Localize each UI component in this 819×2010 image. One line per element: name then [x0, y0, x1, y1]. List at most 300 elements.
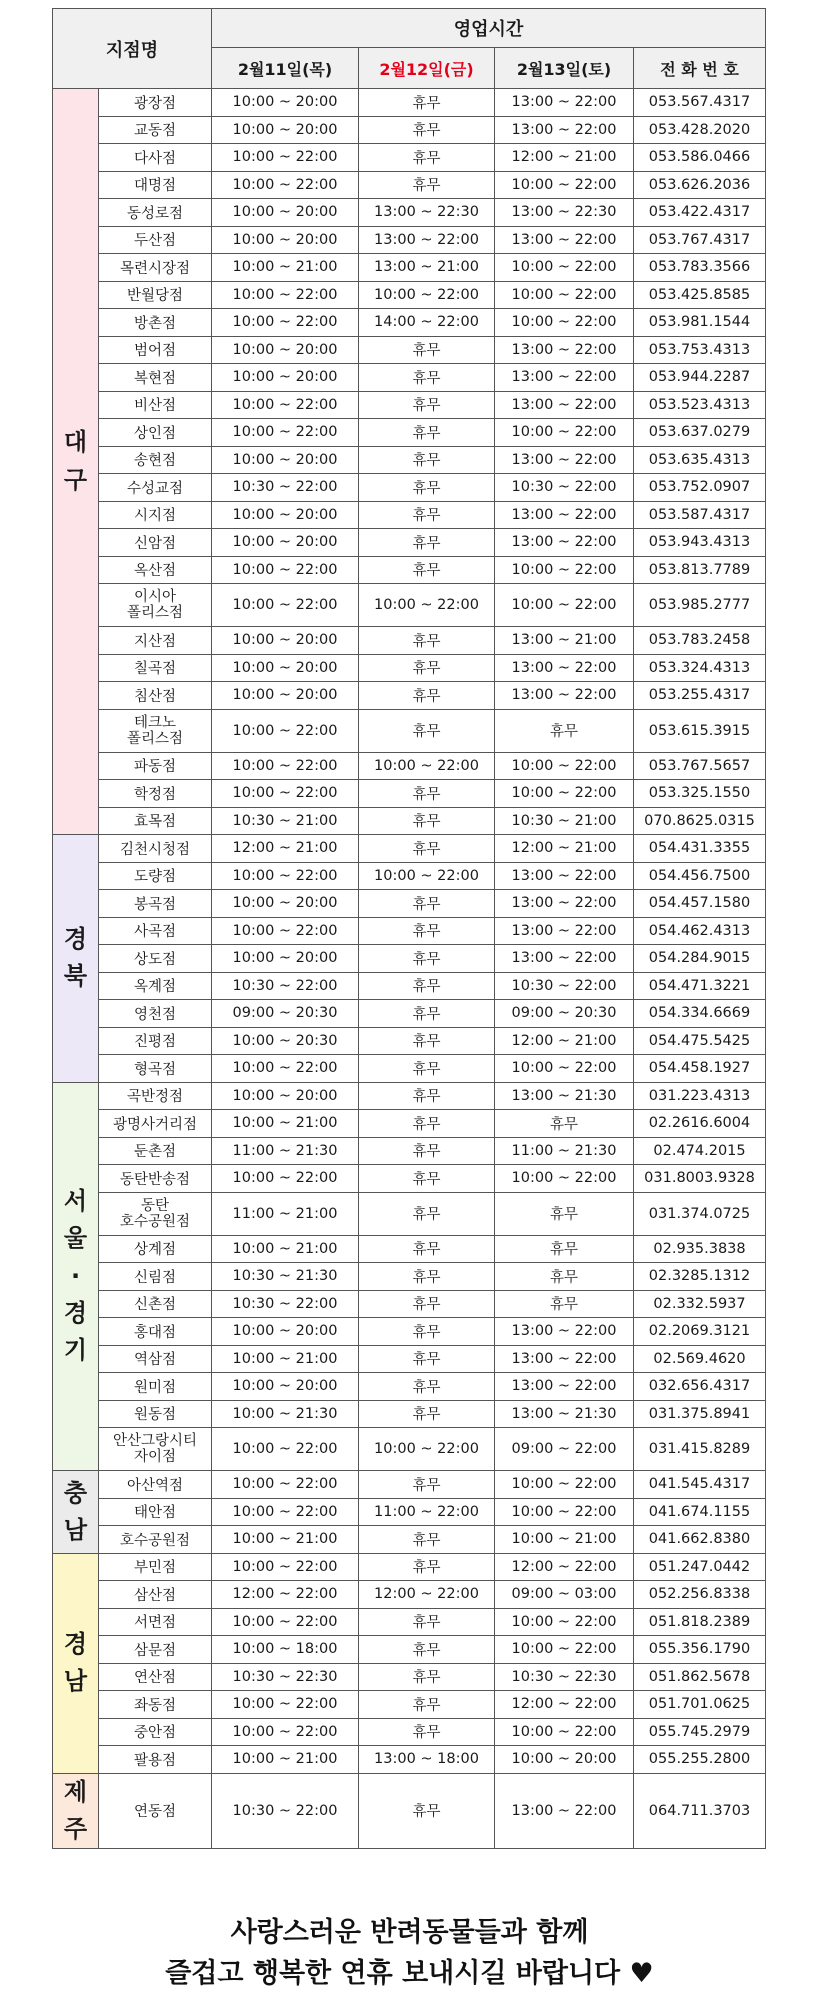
day2-hours-cell: 13:00 ~ 22:30 — [359, 199, 495, 227]
day3-hours-cell: 13:00 ~ 22:00 — [495, 1373, 634, 1401]
day1-hours-cell: 10:30 ~ 22:00 — [212, 1773, 359, 1848]
phone-cell: 053.523.4313 — [634, 391, 766, 419]
day2-hours-cell: 휴무 — [359, 336, 495, 364]
day1-hours-cell: 10:30 ~ 22:00 — [212, 474, 359, 502]
branch-name-cell: 두산점 — [99, 226, 212, 254]
day1-hours-cell: 10:00 ~ 22:00 — [212, 1718, 359, 1746]
day1-hours-cell: 10:00 ~ 20:00 — [212, 945, 359, 973]
table-row — [53, 1746, 766, 1774]
region-label-gyeongnam — [53, 1553, 99, 1773]
phone-cell: 054.334.6669 — [634, 1000, 766, 1028]
day2-hours-cell: 휴무 — [359, 501, 495, 529]
day2-hours-cell: 휴무 — [359, 1000, 495, 1028]
day3-hours-cell: 10:00 ~ 22:00 — [495, 556, 634, 584]
phone-cell: 055.745.2979 — [634, 1718, 766, 1746]
region-char: 제 — [63, 1777, 88, 1806]
branch-name-cell: 신림점 — [99, 1263, 212, 1291]
day3-hours-cell: 13:00 ~ 22:00 — [495, 862, 634, 890]
table-row — [53, 1290, 766, 1318]
phone-cell: 053.325.1550 — [634, 780, 766, 808]
branch-name-cell: 옥산점 — [99, 556, 212, 584]
day2-hours-cell: 10:00 ~ 22:00 — [359, 752, 495, 780]
day3-hours-cell: 10:00 ~ 20:00 — [495, 1746, 634, 1774]
phone-cell: 052.256.8338 — [634, 1581, 766, 1609]
phone-cell: 051.247.0442 — [634, 1553, 766, 1581]
region-char: 남 — [63, 1667, 88, 1695]
day3-hours-cell: 13:00 ~ 22:00 — [495, 1773, 634, 1848]
table-row — [53, 309, 766, 337]
day2-hours-cell: 10:00 ~ 22:00 — [359, 862, 495, 890]
table-row — [53, 391, 766, 419]
branch-name-cell: 팔용점 — [99, 1746, 212, 1774]
day2-hours-cell: 휴무 — [359, 780, 495, 808]
branch-name-cell: 역삼점 — [99, 1345, 212, 1373]
day2-hours-cell: 휴무 — [359, 171, 495, 199]
day2-hours-cell: 휴무 — [359, 890, 495, 918]
day3-hours-cell: 10:00 ~ 22:00 — [495, 584, 634, 627]
phone-cell: 053.985.2777 — [634, 584, 766, 627]
day3-hours-cell: 13:00 ~ 22:00 — [495, 89, 634, 117]
day3-hours-cell: 12:00 ~ 22:00 — [495, 1553, 634, 1581]
region-label-daegu — [53, 89, 99, 835]
footer-line-2-text: 즐겁고 행복한 연휴 보내시길 바랍니다 — [165, 1958, 621, 1989]
table-row — [53, 501, 766, 529]
phone-cell: 031.375.8941 — [634, 1400, 766, 1428]
day1-hours-cell: 10:00 ~ 22:00 — [212, 1608, 359, 1636]
table-row — [53, 890, 766, 918]
table-row — [53, 1137, 766, 1165]
branch-name-cell: 칠곡점 — [99, 654, 212, 682]
region-label-gyeongbuk — [53, 835, 99, 1083]
phone-cell: 053.587.4317 — [634, 501, 766, 529]
phone-cell: 070.8625.0315 — [634, 807, 766, 835]
day1-hours-cell: 10:00 ~ 22:00 — [212, 917, 359, 945]
day3-hours-cell: 13:00 ~ 22:30 — [495, 199, 634, 227]
branch-name-cell: 삼산점 — [99, 1581, 212, 1609]
day2-hours-cell: 12:00 ~ 22:00 — [359, 1581, 495, 1609]
day2-hours-cell: 휴무 — [359, 1526, 495, 1554]
table-row — [53, 1773, 766, 1848]
day2-hours-cell: 휴무 — [359, 1137, 495, 1165]
day2-hours-cell: 휴무 — [359, 945, 495, 973]
branch-name-cell: 태안점 — [99, 1498, 212, 1526]
day2-hours-cell: 13:00 ~ 18:00 — [359, 1746, 495, 1774]
phone-cell: 054.284.9015 — [634, 945, 766, 973]
day2-hours-cell: 휴무 — [359, 1318, 495, 1346]
day2-hours-cell: 휴무 — [359, 391, 495, 419]
day2-hours-cell: 10:00 ~ 22:00 — [359, 1428, 495, 1471]
day1-hours-cell: 10:00 ~ 20:00 — [212, 199, 359, 227]
branch-name-cell: 비산점 — [99, 391, 212, 419]
day1-hours-cell: 10:00 ~ 20:00 — [212, 446, 359, 474]
phone-cell: 051.701.0625 — [634, 1691, 766, 1719]
day2-hours-cell: 휴무 — [359, 917, 495, 945]
day3-hours-cell: 13:00 ~ 22:00 — [495, 1345, 634, 1373]
day3-hours-cell: 10:30 ~ 22:00 — [495, 972, 634, 1000]
region-char: · — [70, 1261, 81, 1290]
day2-hours-cell: 13:00 ~ 22:00 — [359, 226, 495, 254]
day3-hours-cell: 10:30 ~ 22:30 — [495, 1663, 634, 1691]
branch-name-cell: 동성로점 — [99, 199, 212, 227]
region-char: 북 — [63, 962, 88, 991]
branch-name-cell: 봉곡점 — [99, 890, 212, 918]
table-row — [53, 709, 766, 752]
day2-hours-cell: 휴무 — [359, 144, 495, 172]
day1-hours-cell: 10:00 ~ 21:00 — [212, 1110, 359, 1138]
branch-name-line: 동탄 — [141, 1197, 170, 1214]
day1-hours-cell: 10:00 ~ 22:00 — [212, 1471, 359, 1499]
day3-hours-cell: 13:00 ~ 22:00 — [495, 1318, 634, 1346]
branch-name-cell: 대명점 — [99, 171, 212, 199]
table-row — [53, 780, 766, 808]
footer-line-2 — [0, 1953, 819, 1994]
table-row — [53, 1608, 766, 1636]
day3-hours-cell: 10:00 ~ 22:00 — [495, 1165, 634, 1193]
phone-cell: 053.981.1544 — [634, 309, 766, 337]
day3-hours-cell: 13:00 ~ 22:00 — [495, 336, 634, 364]
day2-hours-cell: 휴무 — [359, 1691, 495, 1719]
day2-hours-cell: 휴무 — [359, 1663, 495, 1691]
day2-hours-cell: 휴무 — [359, 807, 495, 835]
day3-hours-cell: 10:30 ~ 21:00 — [495, 807, 634, 835]
day1-hours-cell: 10:00 ~ 22:00 — [212, 752, 359, 780]
day3-hours-cell: 13:00 ~ 21:00 — [495, 627, 634, 655]
branch-name-cell: 효목점 — [99, 807, 212, 835]
day2-hours-cell: 휴무 — [359, 1082, 495, 1110]
day1-hours-cell: 09:00 ~ 20:30 — [212, 1000, 359, 1028]
table-row — [53, 116, 766, 144]
day2-hours-cell: 휴무 — [359, 654, 495, 682]
day2-hours-cell: 휴무 — [359, 1553, 495, 1581]
phone-cell: 031.223.4313 — [634, 1082, 766, 1110]
day2-hours-cell: 휴무 — [359, 1235, 495, 1263]
day2-header: 2월12일(금) — [359, 48, 495, 89]
footer-line-1: 사랑스러운 반려동물들과 함께 — [230, 1917, 589, 1948]
region-char: 기 — [63, 1336, 88, 1365]
phone-cell: 053.783.2458 — [634, 627, 766, 655]
table-row — [53, 556, 766, 584]
table-row — [53, 1055, 766, 1083]
branch-name-cell: 연산점 — [99, 1663, 212, 1691]
store-rows — [53, 89, 766, 1849]
day2-hours-cell: 휴무 — [359, 627, 495, 655]
table-row — [53, 584, 766, 627]
day1-hours-cell: 10:30 ~ 22:00 — [212, 972, 359, 1000]
day1-hours-cell: 10:00 ~ 22:00 — [212, 862, 359, 890]
phone-cell: 031.374.0725 — [634, 1192, 766, 1235]
table-row — [53, 1263, 766, 1291]
day2-hours-cell: 11:00 ~ 22:00 — [359, 1498, 495, 1526]
day3-hours-cell: 휴무 — [495, 709, 634, 752]
table-row — [53, 1636, 766, 1664]
day1-hours-cell: 10:00 ~ 21:00 — [212, 1235, 359, 1263]
day1-hours-cell: 10:00 ~ 20:00 — [212, 627, 359, 655]
day2-hours-cell: 휴무 — [359, 1110, 495, 1138]
branch-name-line: 호수공원점 — [119, 1213, 191, 1230]
day3-hours-cell: 10:00 ~ 21:00 — [495, 1526, 634, 1554]
day2-hours-cell: 14:00 ~ 22:00 — [359, 309, 495, 337]
table-row — [53, 654, 766, 682]
region-char: 경 — [63, 1629, 88, 1658]
branch-name-line: 자이점 — [133, 1449, 177, 1465]
day1-hours-cell: 10:00 ~ 20:00 — [212, 501, 359, 529]
day1-hours-cell: 10:00 ~ 21:00 — [212, 254, 359, 282]
day3-hours-cell: 10:00 ~ 22:00 — [495, 1498, 634, 1526]
phone-cell: 02.3285.1312 — [634, 1263, 766, 1291]
phone-cell: 053.635.4313 — [634, 446, 766, 474]
phone-cell: 051.818.2389 — [634, 1608, 766, 1636]
table-row — [53, 419, 766, 447]
day2-hours-cell: 휴무 — [359, 1263, 495, 1291]
branch-name-cell: 홍대점 — [99, 1318, 212, 1346]
table-row — [53, 627, 766, 655]
phone-cell: 054.456.7500 — [634, 862, 766, 890]
day1-hours-cell: 10:00 ~ 20:00 — [212, 1082, 359, 1110]
day2-hours-cell: 휴무 — [359, 1165, 495, 1193]
day2-hours-cell: 휴무 — [359, 446, 495, 474]
table-row — [53, 1192, 766, 1235]
table-row — [53, 1110, 766, 1138]
day1-hours-cell: 10:00 ~ 20:00 — [212, 364, 359, 392]
region-label-jeju — [53, 1773, 99, 1848]
branch-name-cell: 지산점 — [99, 627, 212, 655]
day1-hours-cell: 10:00 ~ 22:00 — [212, 1428, 359, 1471]
branch-name-line: 이시아 — [133, 589, 177, 605]
branch-name-cell: 삼문점 — [99, 1636, 212, 1664]
business-hours-header: 영업시간 — [212, 9, 766, 48]
table-row — [53, 1691, 766, 1719]
day3-hours-cell: 13:00 ~ 22:00 — [495, 654, 634, 682]
day2-hours-cell: 휴무 — [359, 709, 495, 752]
day2-hours-cell: 휴무 — [359, 682, 495, 710]
phone-cell: 053.324.4313 — [634, 654, 766, 682]
day3-hours-cell: 13:00 ~ 22:00 — [495, 682, 634, 710]
day1-hours-cell: 10:30 ~ 22:00 — [212, 1290, 359, 1318]
phone-cell: 054.457.1580 — [634, 890, 766, 918]
day1-hours-cell: 10:00 ~ 20:00 — [212, 336, 359, 364]
phone-cell: 02.2069.3121 — [634, 1318, 766, 1346]
phone-cell: 041.662.8380 — [634, 1526, 766, 1554]
phone-cell: 031.415.8289 — [634, 1428, 766, 1471]
table-row — [53, 752, 766, 780]
day1-hours-cell: 10:00 ~ 20:00 — [212, 654, 359, 682]
branch-name-cell — [99, 709, 212, 752]
table-row — [53, 1235, 766, 1263]
day3-hours-cell: 09:00 ~ 20:30 — [495, 1000, 634, 1028]
table-row — [53, 682, 766, 710]
day1-hours-cell: 10:00 ~ 22:00 — [212, 1498, 359, 1526]
day3-hours-cell: 13:00 ~ 22:00 — [495, 529, 634, 557]
table-row — [53, 1027, 766, 1055]
table-row — [53, 1400, 766, 1428]
branch-name-cell: 연동점 — [99, 1773, 212, 1848]
branch-name-line: 테크노 — [133, 714, 177, 731]
region-char: 울 — [63, 1224, 88, 1253]
phone-cell: 053.752.0907 — [634, 474, 766, 502]
day1-hours-cell: 10:00 ~ 22:00 — [212, 1055, 359, 1083]
table-row — [53, 1373, 766, 1401]
day3-hours-cell: 13:00 ~ 21:30 — [495, 1400, 634, 1428]
day1-header: 2월11일(목) — [212, 48, 359, 89]
day3-hours-cell: 13:00 ~ 22:00 — [495, 917, 634, 945]
day1-hours-cell: 10:00 ~ 22:00 — [212, 1691, 359, 1719]
phone-cell: 053.813.7789 — [634, 556, 766, 584]
branch-name-cell: 상계점 — [99, 1235, 212, 1263]
branch-name-cell: 동탄반송점 — [99, 1165, 212, 1193]
table-row — [53, 474, 766, 502]
day1-hours-cell: 10:00 ~ 20:00 — [212, 116, 359, 144]
day1-hours-cell: 10:00 ~ 20:00 — [212, 1373, 359, 1401]
phone-cell: 051.862.5678 — [634, 1663, 766, 1691]
day1-hours-cell: 10:00 ~ 20:00 — [212, 529, 359, 557]
branch-name-cell: 서면점 — [99, 1608, 212, 1636]
holiday-hours-table — [52, 8, 766, 1849]
phone-cell: 041.545.4317 — [634, 1471, 766, 1499]
region-char: 경 — [63, 1298, 88, 1327]
day2-hours-cell: 휴무 — [359, 89, 495, 117]
day3-hours-cell: 10:00 ~ 22:00 — [495, 171, 634, 199]
branch-name-line: 폴리스점 — [126, 605, 184, 621]
day1-hours-cell: 10:00 ~ 22:00 — [212, 780, 359, 808]
phone-cell: 064.711.3703 — [634, 1773, 766, 1848]
day2-hours-cell: 휴무 — [359, 116, 495, 144]
table-row — [53, 1428, 766, 1471]
table-row — [53, 1000, 766, 1028]
table-row — [53, 807, 766, 835]
branch-name-cell: 영천점 — [99, 1000, 212, 1028]
day3-hours-cell: 13:00 ~ 22:00 — [495, 226, 634, 254]
day3-hours-cell: 13:00 ~ 21:30 — [495, 1082, 634, 1110]
day1-hours-cell: 10:00 ~ 22:00 — [212, 709, 359, 752]
branch-name-cell: 침산점 — [99, 682, 212, 710]
heart-icon: ♥ — [629, 1958, 654, 1989]
day3-hours-cell: 10:00 ~ 22:00 — [495, 1718, 634, 1746]
branch-name-cell: 시지점 — [99, 501, 212, 529]
branch-name-cell: 학정점 — [99, 780, 212, 808]
phone-cell: 055.255.2800 — [634, 1746, 766, 1774]
phone-header: 전 화 번 호 — [634, 48, 766, 89]
region-char: 서 — [63, 1187, 88, 1216]
day1-hours-cell: 10:00 ~ 18:00 — [212, 1636, 359, 1664]
phone-cell: 02.474.2015 — [634, 1137, 766, 1165]
day1-hours-cell: 10:30 ~ 22:30 — [212, 1663, 359, 1691]
day3-hours-cell: 13:00 ~ 22:00 — [495, 364, 634, 392]
holiday-hours-table-wrapper — [52, 8, 765, 1849]
branch-name-cell: 광장점 — [99, 89, 212, 117]
day2-hours-cell: 휴무 — [359, 1373, 495, 1401]
branch-name-cell: 곡반정점 — [99, 1082, 212, 1110]
phone-cell: 053.767.4317 — [634, 226, 766, 254]
table-row — [53, 917, 766, 945]
day1-hours-cell: 10:00 ~ 21:00 — [212, 1746, 359, 1774]
phone-cell: 053.753.4313 — [634, 336, 766, 364]
phone-cell: 053.422.4317 — [634, 199, 766, 227]
branch-name-cell: 상도점 — [99, 945, 212, 973]
branch-name-cell: 수성교점 — [99, 474, 212, 502]
day3-hours-cell: 13:00 ~ 22:00 — [495, 945, 634, 973]
table-row — [53, 972, 766, 1000]
day1-hours-cell: 10:00 ~ 20:30 — [212, 1027, 359, 1055]
branch-name-cell — [99, 1428, 212, 1471]
table-row — [53, 1581, 766, 1609]
branch-name-cell: 진평점 — [99, 1027, 212, 1055]
branch-name-cell: 신암점 — [99, 529, 212, 557]
table-row — [53, 1553, 766, 1581]
day3-hours-cell: 10:00 ~ 22:00 — [495, 780, 634, 808]
footer-message — [0, 1912, 819, 1994]
phone-cell: 054.475.5425 — [634, 1027, 766, 1055]
day3-hours-cell: 10:00 ~ 22:00 — [495, 752, 634, 780]
phone-cell: 053.586.0466 — [634, 144, 766, 172]
day1-hours-cell: 10:00 ~ 22:00 — [212, 556, 359, 584]
branch-name-cell: 중안점 — [99, 1718, 212, 1746]
day3-hours-cell: 10:00 ~ 22:00 — [495, 309, 634, 337]
day1-hours-cell: 10:00 ~ 22:00 — [212, 1165, 359, 1193]
branch-name-cell: 호수공원점 — [99, 1526, 212, 1554]
day3-hours-cell: 휴무 — [495, 1290, 634, 1318]
day1-hours-cell: 12:00 ~ 21:00 — [212, 835, 359, 863]
branch-name-cell: 반월당점 — [99, 281, 212, 309]
day3-hours-cell: 10:00 ~ 22:00 — [495, 419, 634, 447]
day1-hours-cell: 12:00 ~ 22:00 — [212, 1581, 359, 1609]
phone-cell: 02.935.3838 — [634, 1235, 766, 1263]
day3-hours-cell: 13:00 ~ 22:00 — [495, 446, 634, 474]
branch-name-cell: 원미점 — [99, 1373, 212, 1401]
table-row — [53, 1718, 766, 1746]
day2-hours-cell: 휴무 — [359, 1471, 495, 1499]
day1-hours-cell: 10:00 ~ 20:00 — [212, 1318, 359, 1346]
day3-hours-cell: 휴무 — [495, 1263, 634, 1291]
day2-hours-cell: 휴무 — [359, 474, 495, 502]
store-name-header: 지점명 — [53, 9, 212, 89]
day1-hours-cell: 10:00 ~ 21:00 — [212, 1526, 359, 1554]
branch-name-cell: 옥계점 — [99, 972, 212, 1000]
region-char: 주 — [63, 1814, 88, 1843]
day1-hours-cell: 10:00 ~ 20:00 — [212, 226, 359, 254]
branch-name-cell: 신촌점 — [99, 1290, 212, 1318]
day3-hours-cell: 09:00 ~ 03:00 — [495, 1581, 634, 1609]
branch-name-cell: 좌동점 — [99, 1691, 212, 1719]
branch-name-cell: 파동점 — [99, 752, 212, 780]
table-row — [53, 1498, 766, 1526]
branch-name-cell — [99, 1192, 212, 1235]
table-row — [53, 945, 766, 973]
branch-name-cell — [99, 584, 212, 627]
phone-cell: 055.356.1790 — [634, 1636, 766, 1664]
day3-hours-cell: 휴무 — [495, 1110, 634, 1138]
day1-hours-cell: 10:00 ~ 20:00 — [212, 89, 359, 117]
day2-hours-cell: 휴무 — [359, 1192, 495, 1235]
branch-name-cell: 원동점 — [99, 1400, 212, 1428]
phone-cell: 053.767.5657 — [634, 752, 766, 780]
table-row — [53, 1165, 766, 1193]
branch-name-cell: 김천시청점 — [99, 835, 212, 863]
day3-hours-cell: 휴무 — [495, 1235, 634, 1263]
day1-hours-cell: 10:00 ~ 22:00 — [212, 144, 359, 172]
day1-hours-cell: 10:00 ~ 22:00 — [212, 281, 359, 309]
day1-hours-cell: 10:00 ~ 22:00 — [212, 309, 359, 337]
day1-hours-cell: 10:30 ~ 21:30 — [212, 1263, 359, 1291]
day3-hours-cell: 10:00 ~ 22:00 — [495, 254, 634, 282]
phone-cell: 053.425.8585 — [634, 281, 766, 309]
branch-name-cell: 범어점 — [99, 336, 212, 364]
branch-name-cell: 부민점 — [99, 1553, 212, 1581]
day2-hours-cell: 휴무 — [359, 1400, 495, 1428]
region-char: 남 — [63, 1515, 88, 1544]
day2-hours-cell: 휴무 — [359, 1718, 495, 1746]
day3-hours-cell: 13:00 ~ 22:00 — [495, 391, 634, 419]
day1-hours-cell: 10:00 ~ 22:00 — [212, 171, 359, 199]
